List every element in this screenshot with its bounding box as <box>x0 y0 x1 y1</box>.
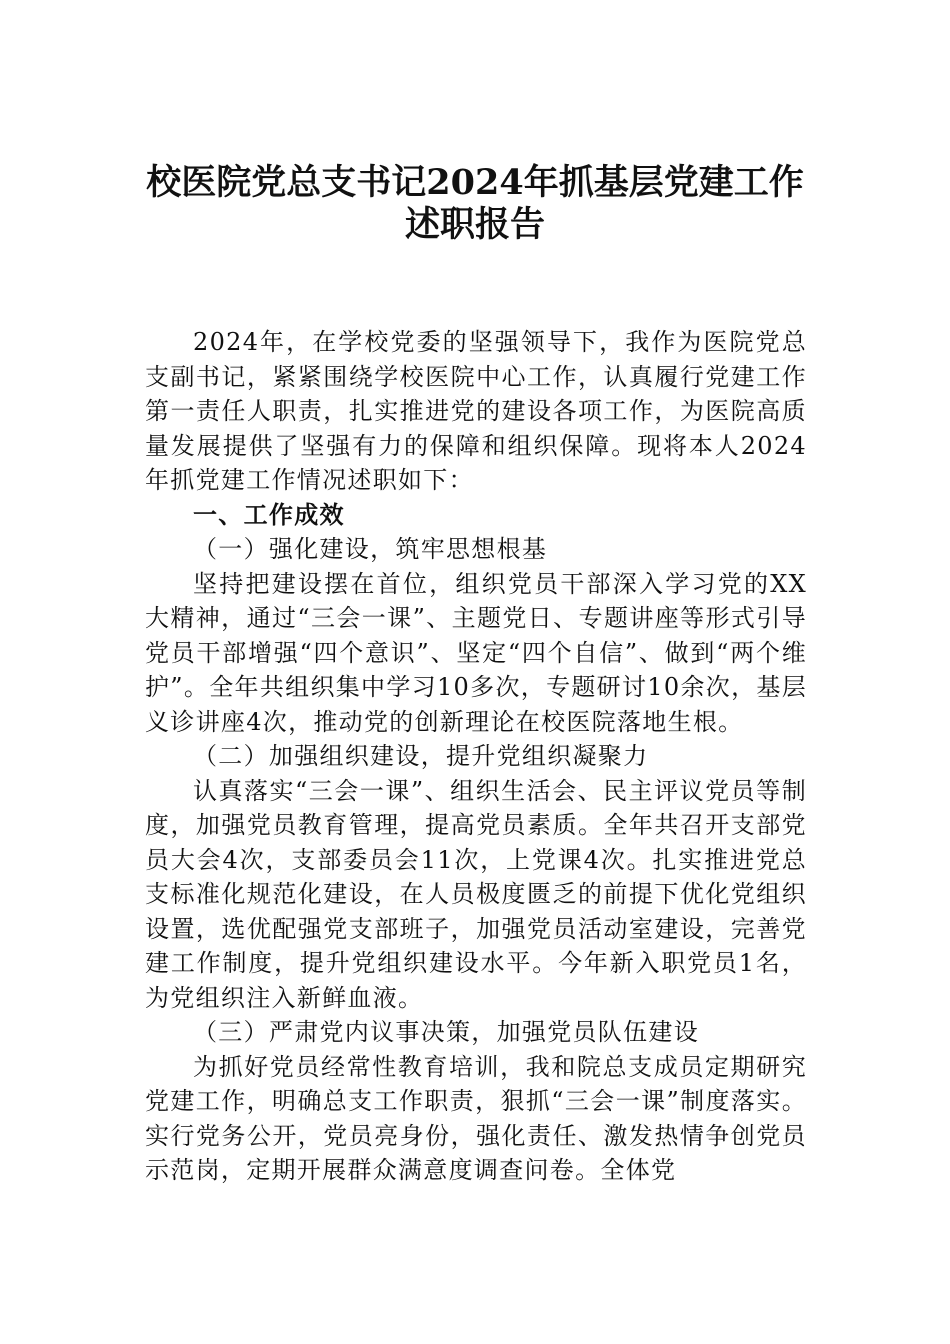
document-body <box>145 325 807 1188</box>
intro-paragraph: 2024年，在学校党委的坚强领导下，我作为医院党总支副书记，紧紧围绕学校医院中心工作，认真履行党建工作第一责任人职责，扎实推进党的建设各项工作，为医院高质量发展提供了坚强有力的保障和组织保障。现将本人2024年抓党建工作情况述职如下： <box>145 328 807 494</box>
subsection-heading-3: （三）严肃党内议事决策，加强党员队伍建设 <box>193 1018 699 1046</box>
section-heading-1: 一、工作成效 <box>193 499 345 529</box>
subsection-3-paragraph: 为抓好党员经常性教育培训，我和院总支成员定期研究党建工作，明确总支工作职责，狠抓“三会一课”制度落实。实行党务公开，党员亮身份，强化责任、激发热情争创党员示范岗，定期开展群众满意度调查问卷。全体党 <box>145 1052 807 1184</box>
subsection-heading-1: （一）强化建设，筑牢思想根基 <box>193 535 548 563</box>
document-title-line-2: 述职报告 <box>404 204 545 245</box>
document-title-line-1: 校医院党总支书记2024年抓基层党建工作 <box>146 162 804 203</box>
subsection-heading-2: （二）加强组织建设，提升党组织凝聚力 <box>193 742 649 770</box>
subsection-2-paragraph: 认真落实“三会一课”、组织生活会、民主评议党员等制度，加强党员教育管理，提高党员素质。全年共召开支部党员大会4次，支部委员会11次，上党课4次。扎实推进党总支标准化规范化建设，在人员极度匮乏的前提下优化党组织设置，选优配强党支部班子，加强党员活动室建设，完善党建工作制度，提升党组织建设水平。今年新入职党员1名，为党组织注入新鲜血液。 <box>145 776 807 1012</box>
subsection-1-paragraph: 坚持把建设摆在首位，组织党员干部深入学习党的XX大精神，通过“三会一课”、主题党日、专题讲座等形式引导党员干部增强“四个意识”、坚定“四个自信”、做到“两个维护”。全年共组织集中学习10多次，专题研讨10余次，基层义诊讲座4次，推动党的创新理论在校医院落地生根。 <box>145 569 807 736</box>
